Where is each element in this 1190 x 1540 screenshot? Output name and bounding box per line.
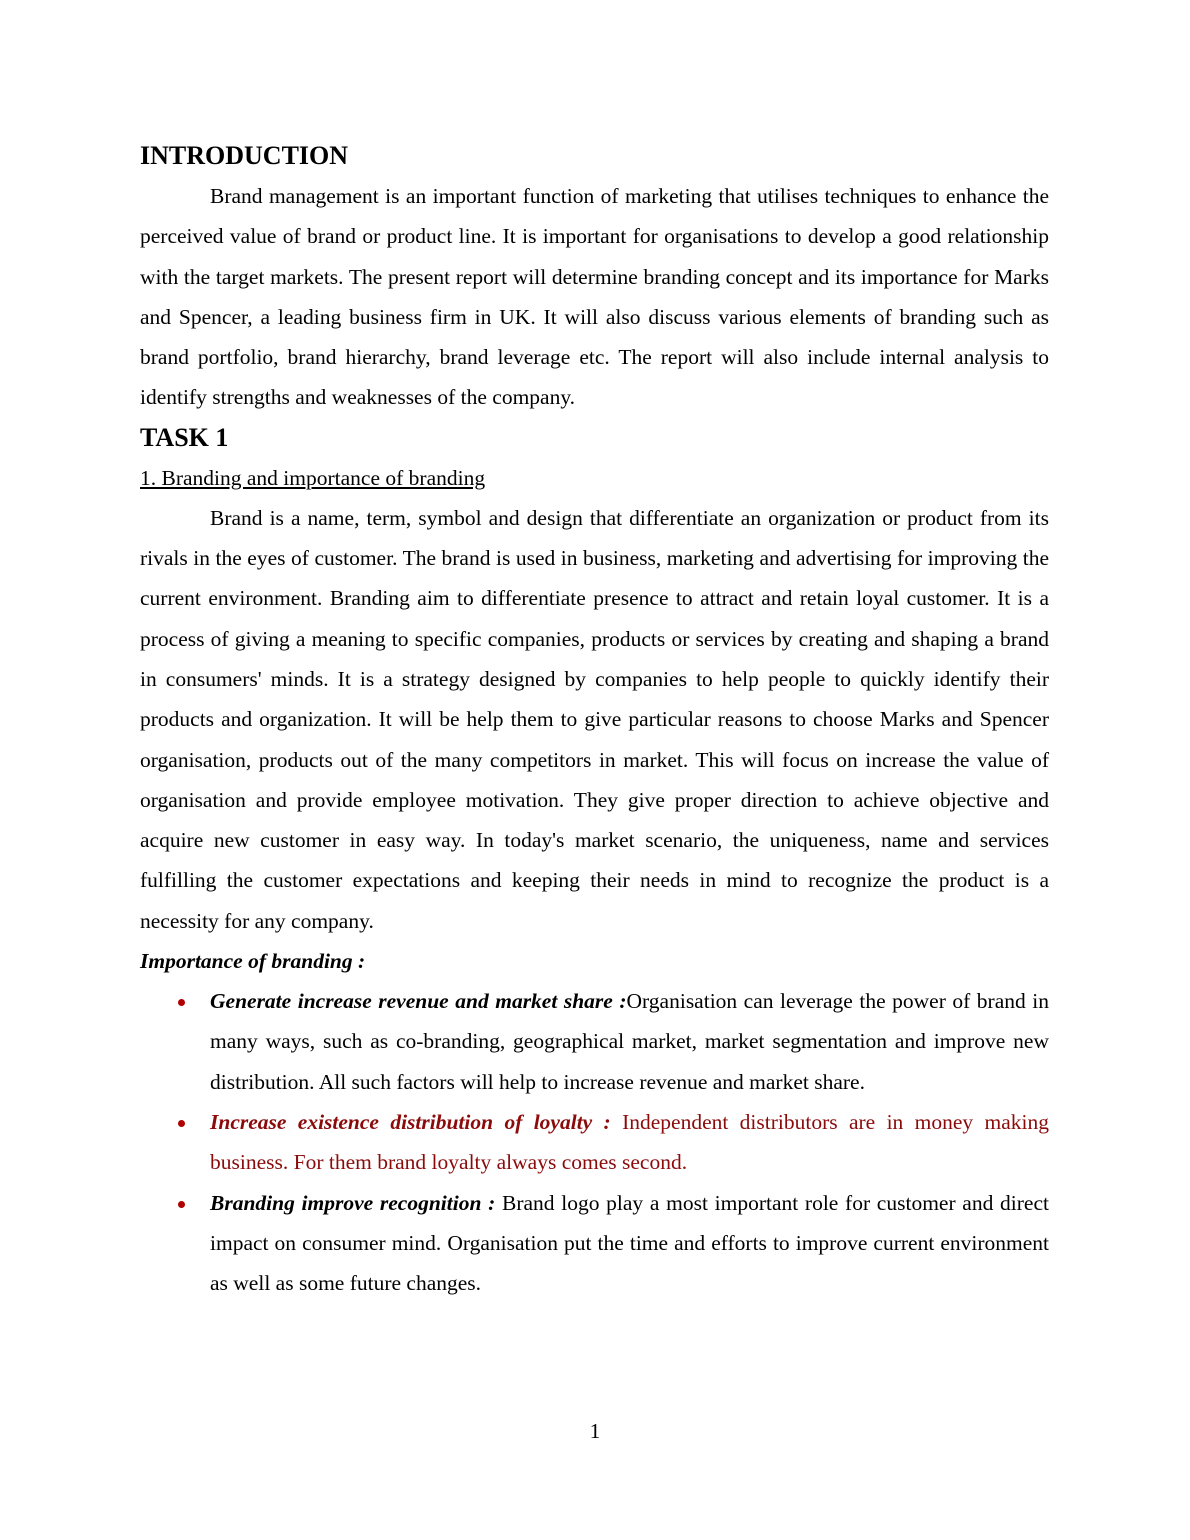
document-page	[140, 136, 1049, 1303]
bullet-dot-icon	[178, 1201, 185, 1208]
branding-paragraph: Brand is a name, term, symbol and design that differentiate an organization or product from its rivals in the eyes of customer. The brand is used in business, marketing and advertising for improving the current environment. Branding aim to differentiate presence to attract and retain loyal customer. It is a process of giving a meaning to specific companies, products or services by creating and shaping a brand in consumers' minds. It is a strategy designed by companies to help people to quickly identify their products and organization. It will be help them to give particular reasons to choose Marks and Spencer organisation, products out of the many competitors in market. This will focus on increase the value of organisation and provide employee motivation. They give proper direction to achieve objective and acquire new customer in easy way. In today's market scenario, the uniqueness, name and services fulfilling the customer expectations and keeping their needs in mind to recognize the product is a necessity for any company.	[140, 505, 1049, 933]
bullet-term: Branding improve recognition :	[210, 1190, 496, 1215]
bullet-revenue-market-share	[140, 981, 1049, 1102]
task-1-heading: TASK 1	[140, 422, 229, 452]
bullet-text: Independent distributors are in money making business. For them brand loyalty always comes second.	[210, 1109, 1049, 1175]
bullet-improve-recognition	[140, 1183, 1049, 1304]
bullet-dot-icon	[178, 1120, 185, 1127]
introduction-heading: INTRODUCTION	[140, 141, 349, 170]
bullet-term: Increase existence distribution of loyalty :	[210, 1109, 611, 1134]
bullet-text: Brand logo play a most important role for customer and direct impact on consumer mind. Organisation put the time and efforts to improve current environment as well as some future changes.	[210, 1190, 1049, 1296]
bullet-dot-icon	[178, 999, 185, 1006]
importance-of-branding-title: Importance of branding :	[140, 949, 366, 974]
bullet-distribution-loyalty	[140, 1102, 1049, 1183]
page-number: 1	[589, 1419, 601, 1443]
bullet-text: Organisation can leverage the power of brand in many ways, such as co-branding, geographical market, market segmentation and improve new distribution. All such factors will help to increase revenue and market share.	[210, 989, 1049, 1094]
introduction-paragraph: Brand management is an important function of marketing that utilises techniques to enhance the perceived value of brand or product line. It is important for organisations to develop a good relationship with the target markets. The present report will determine branding concept and its importance for Marks and Spencer, a leading business firm in UK. It will also discuss various elements of branding such as brand portfolio, brand hierarchy, brand leverage etc. The report will also include internal analysis to identify strengths and weaknesses of the company.	[140, 184, 1049, 410]
importance-bullet-list	[140, 981, 1049, 1303]
bullet-term: Generate increase revenue and market share :	[210, 989, 627, 1014]
branding-subheading: 1. Branding and importance of branding	[140, 465, 486, 490]
